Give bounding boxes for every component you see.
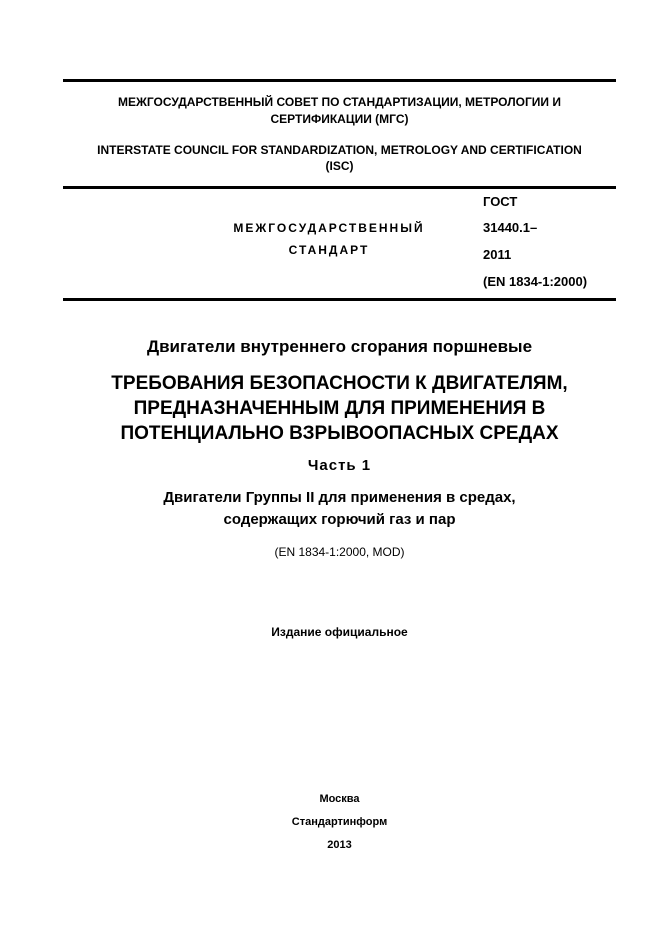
designation-number: 31440.1– bbox=[483, 220, 538, 235]
edition: Издание официальное bbox=[271, 625, 408, 639]
designation-en: (EN 1834-1:2000) bbox=[483, 274, 588, 289]
standard-type-line2: СТАНДАРТ bbox=[288, 243, 370, 257]
year: 2013 bbox=[327, 839, 352, 851]
top-rule bbox=[63, 79, 616, 82]
council-ru-line1: МЕЖГОСУДАРСТВЕННЫЙ СОВЕТ ПО СТАНДАРТИЗАЦИИ, МЕТРОЛОГИИ И bbox=[118, 95, 561, 109]
city: Москва bbox=[319, 793, 360, 805]
bottom-rule bbox=[63, 298, 616, 301]
middle-rule bbox=[63, 186, 616, 189]
heading-line1: ТРЕБОВАНИЯ БЕЗОПАСНОСТИ К ДВИГАТЕЛЯМ, bbox=[111, 373, 568, 394]
standard-type-line1: МЕЖГОСУДАРСТВЕННЫЙ bbox=[233, 221, 425, 235]
reference: (EN 1834-1:2000, MOD) bbox=[274, 545, 405, 559]
publisher: Стандартинформ bbox=[291, 816, 388, 828]
heading-line3: ПОТЕНЦИАЛЬНО ВЗРЫВООПАСНЫХ СРЕДАХ bbox=[120, 423, 559, 444]
designation-gost: ГОСТ bbox=[483, 194, 518, 209]
part-label: Часть 1 bbox=[307, 457, 372, 474]
document-title: Двигатели внутреннего сгорания поршневые bbox=[146, 337, 533, 356]
council-en-line2: (ISC) bbox=[325, 159, 354, 173]
subtitle-line2: содержащих горючий газ и пар bbox=[223, 511, 456, 528]
heading-line2: ПРЕДНАЗНАЧЕННЫМ ДЛЯ ПРИМЕНЕНИЯ В bbox=[133, 398, 546, 419]
designation-year: 2011 bbox=[483, 247, 512, 262]
council-ru-line2: СЕРТИФИКАЦИИ (МГС) bbox=[270, 112, 409, 126]
subtitle-line1: Двигатели Группы II для применения в средах, bbox=[163, 489, 516, 506]
council-en-line1: INTERSTATE COUNCIL FOR STANDARDIZATION, METROLOGY AND CERTIFICATION bbox=[97, 143, 582, 157]
